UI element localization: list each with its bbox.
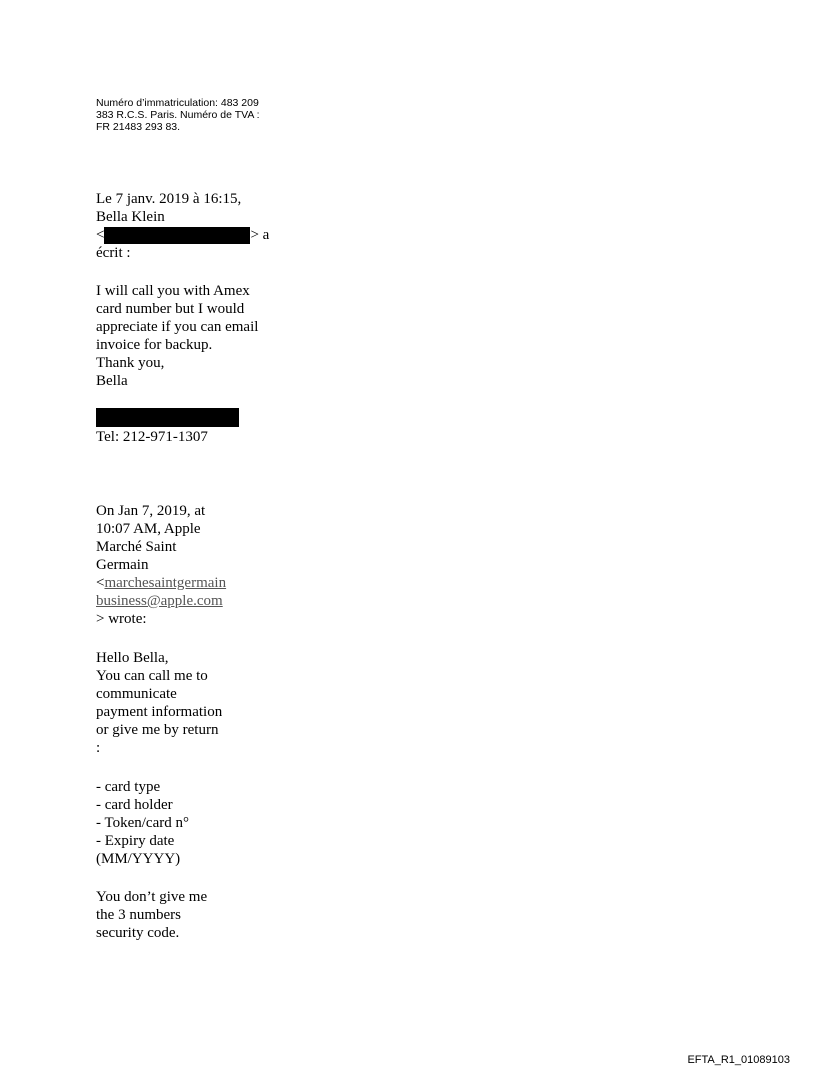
quote-sender-name: Bella Klein	[96, 209, 165, 225]
message-line: You can call me to	[96, 668, 208, 684]
message-line: I will call you with Amex	[96, 283, 250, 299]
message-line: communicate	[96, 686, 177, 702]
document-id: EFTA_R1_01089103	[687, 1054, 790, 1066]
list-item: - card type	[96, 779, 161, 795]
sender-email-link[interactable]: business@apple.com	[96, 593, 223, 609]
french-quote-header	[96, 190, 269, 262]
message-line: security code.	[96, 925, 180, 941]
message-line: Thank you,	[96, 355, 165, 371]
quote-sender-line: Marché Saint	[96, 539, 177, 555]
message-line: Bella	[96, 373, 128, 389]
message-line: payment information	[96, 704, 223, 720]
list-item: - card holder	[96, 797, 173, 813]
registration-line: Numéro d’immatriculation: 483 209	[96, 97, 259, 109]
redacted-signature-block	[96, 408, 239, 427]
apple-message-closing	[96, 888, 207, 942]
message-line: or give me by return	[96, 722, 219, 738]
quote-date-line: On Jan 7, 2019, at	[96, 503, 206, 519]
apple-message-list	[96, 778, 189, 868]
quote-time-line: 10:07 AM, Apple	[96, 521, 201, 537]
list-item: - Expiry date	[96, 833, 175, 849]
message-line: Hello Bella,	[96, 650, 169, 666]
message-line: :	[96, 740, 101, 756]
registration-line: FR 21483 293 83.	[96, 121, 181, 133]
message-line: invoice for backup.	[96, 337, 213, 353]
bella-telephone	[96, 428, 208, 446]
quote-wrote-line: > wrote:	[96, 611, 147, 627]
sender-email-line	[96, 592, 226, 610]
registration-line: 383 R.C.S. Paris. Numéro de TVA :	[96, 109, 260, 121]
sender-email-line	[96, 574, 226, 592]
close-bracket: > a	[250, 227, 270, 243]
telephone-line: Tel: 212-971-1307	[96, 429, 208, 445]
message-line: You don’t give me	[96, 889, 208, 905]
list-item: (MM/YYYY)	[96, 851, 181, 867]
open-bracket: <	[96, 575, 105, 591]
message-line: appreciate if you can email	[96, 319, 259, 335]
list-item: - Token/card n°	[96, 815, 189, 831]
open-bracket: <	[96, 227, 105, 243]
apple-quote-header	[96, 502, 226, 628]
quote-date-line: Le 7 janv. 2019 à 16:15,	[96, 191, 242, 207]
message-line: the 3 numbers	[96, 907, 181, 923]
quote-sender-line: Germain	[96, 557, 149, 573]
apple-message-greeting	[96, 649, 222, 757]
sender-email-link[interactable]: marchesaintgermain	[104, 575, 227, 591]
bella-message	[96, 282, 258, 390]
quote-sender-email-line	[96, 226, 269, 244]
registration-info	[96, 97, 306, 133]
redacted-email-block	[104, 227, 250, 244]
message-line: card number but I would	[96, 301, 245, 317]
quote-wrote-line: écrit :	[96, 245, 131, 262]
